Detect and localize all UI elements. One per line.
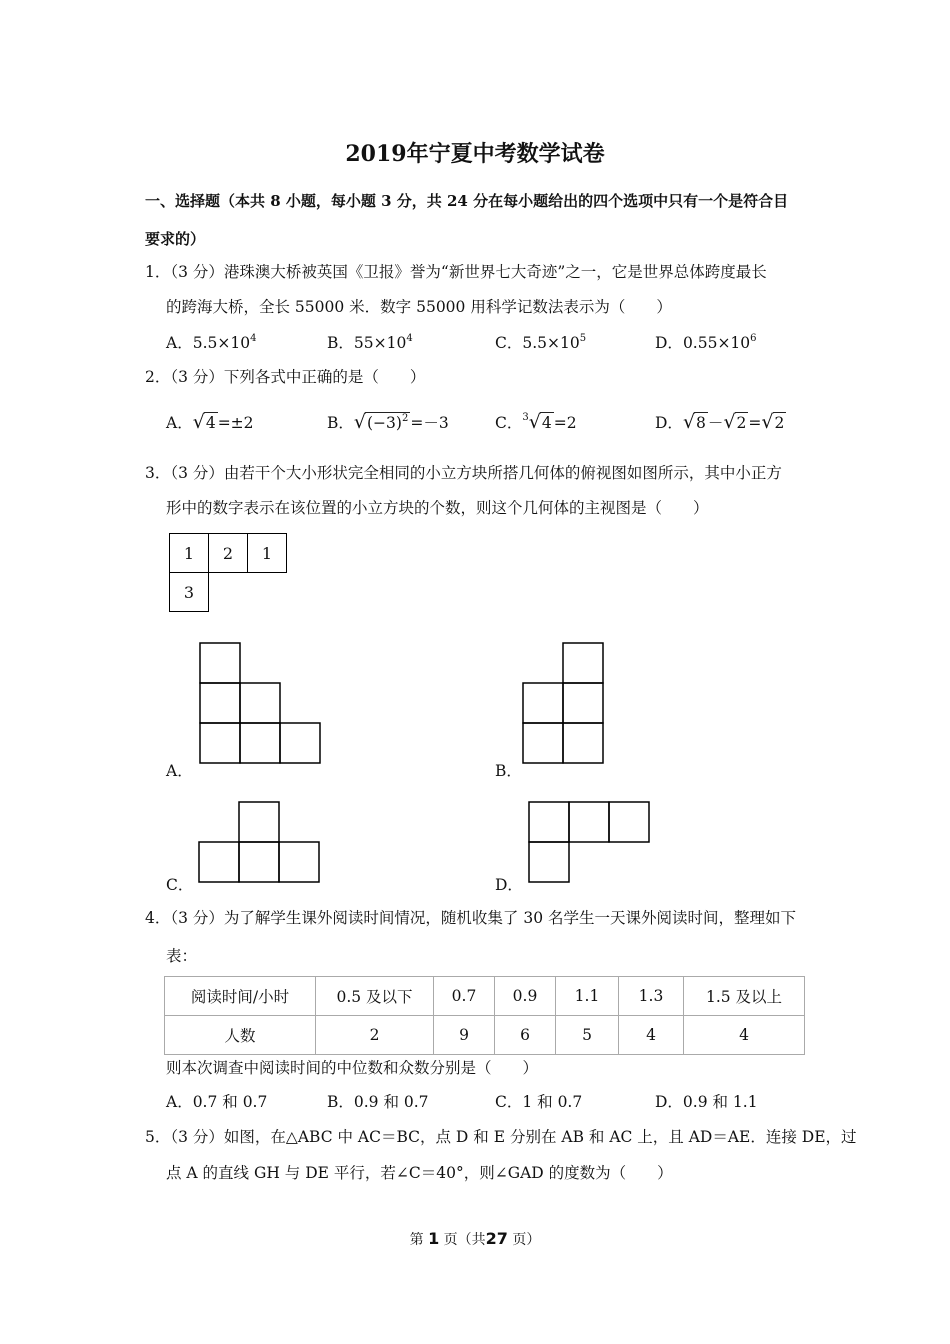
q1-option-d: D．$0.55\times 10^6$ — [655, 333, 757, 352]
table-row — [165, 1016, 805, 1055]
grid-cell: 1 — [248, 534, 287, 573]
table-cell: 4 — [684, 1016, 805, 1055]
q1-option-a: A．$5.5\times 10^4$ — [166, 333, 257, 352]
table-cell: 1.5 及以上 — [684, 977, 805, 1016]
q3-figure-b — [522, 642, 606, 766]
table-cell: 6 — [495, 1016, 556, 1055]
radical-icon: √ — [682, 411, 696, 433]
q4-option-a: A．0.7 和 0.7 — [166, 1093, 268, 1111]
table-cell: 阅读时间/小时 — [165, 977, 316, 1016]
q3-stem-line1: 3．（3 分）由若干个大小形状完全相同的小立方块所搭几何体的俯视图如图所示，其中小正方 — [145, 464, 782, 482]
q1-stem-line2: 的跨海大桥，全长 55000 米．数字 55000 用科学记数法表示为（ ） — [166, 298, 672, 316]
q4-option-c: C．1 和 0.7 — [495, 1093, 583, 1111]
q4-data-table — [164, 976, 805, 1055]
q4-stem-line1: 4．（3 分）为了解学生课外阅读时间情况，随机收集了 30 名学生一天课外阅读时间，整理如下 — [145, 909, 796, 927]
section-heading-line2: 要求的） — [145, 230, 206, 248]
q4-question: 则本次调查中阅读时间的中位数和众数分别是（ ） — [166, 1059, 539, 1077]
page-footer: 第 1 页（共27 页） — [409, 1229, 541, 1248]
q3-option-a-label: A． — [166, 762, 193, 780]
grid-cell: 1 — [170, 534, 209, 573]
q1-option-c: C．$5.5\times 10^5$ — [495, 333, 587, 352]
table-cell: 4 — [619, 1016, 684, 1055]
q3-option-d-label: D． — [495, 876, 523, 894]
table-cell: 1.3 — [619, 977, 684, 1016]
q1-stem-line1: 1．（3 分）港珠澳大桥被英国《卫报》誉为“新世界七大奇迹”之一，它是世界总体跨度最长 — [145, 263, 767, 281]
q3-figure-a — [199, 642, 323, 766]
grid-cell: 2 — [209, 534, 248, 573]
q3-top-view-grid — [169, 533, 287, 612]
radical-icon: √ — [723, 411, 736, 433]
table-cell: 人数 — [165, 1016, 316, 1055]
q1-option-b: B．$55\times 10^4$ — [327, 333, 413, 352]
radical-icon: √ — [192, 411, 205, 433]
q3-stem-line2: 形中的数字表示在该位置的小立方块的个数，则这个几何体的主视图是（ ） — [166, 499, 709, 517]
q3-figure-c — [198, 801, 322, 885]
table-cell: 0.5 及以下 — [316, 977, 434, 1016]
radical-icon: √ — [761, 411, 774, 433]
q5-stem-line1: 5．（3 分）如图，在△ABC 中 AC＝BC，点 D 和 E 分别在 AB 和 AC 上，且 AD＝AE．连接 DE，过 — [145, 1128, 857, 1146]
table-cell: 9 — [434, 1016, 495, 1055]
q5-stem-line2: 点 A 的直线 GH 与 DE 平行，若∠C＝40°，则∠GAD 的度数为（ ） — [166, 1164, 673, 1182]
q3-figure-d — [528, 801, 652, 885]
q4-option-d: D．0.9 和 1.1 — [655, 1093, 758, 1111]
q2-stem: 2．（3 分）下列各式中正确的是（ ） — [145, 368, 426, 386]
q3-option-b-label: B． — [495, 762, 522, 780]
q4-stem-line2: 表： — [166, 947, 198, 965]
section-heading-line1: 一、选择题（本共 8 小题，每小题 3 分，共 24 分在每小题给出的四个选项中只有一个是符合目 — [145, 192, 789, 210]
table-cell: 0.9 — [495, 977, 556, 1016]
table-cell: 1.1 — [556, 977, 619, 1016]
radical-icon: √ — [353, 411, 366, 433]
q2-option-b: B．$√(-3)^2 =-3$ — [327, 411, 449, 433]
table-header-row — [165, 977, 805, 1016]
q2-option-d: D．√8 －√2 =√2 — [655, 411, 785, 433]
q3-option-c-label: C． — [166, 876, 194, 894]
q2-option-a: A．√4 =±2 — [166, 411, 254, 433]
table-cell: 5 — [556, 1016, 619, 1055]
table-cell: 2 — [316, 1016, 434, 1055]
page-title: 2019年宁夏中考数学试卷 — [345, 141, 605, 167]
grid-cell: 3 — [170, 573, 209, 612]
q2-option-c: C．$^3$√4 =2 — [495, 411, 577, 433]
radical-icon: √ — [528, 411, 541, 433]
q4-option-b: B．0.9 和 0.7 — [327, 1093, 429, 1111]
table-cell: 0.7 — [434, 977, 495, 1016]
